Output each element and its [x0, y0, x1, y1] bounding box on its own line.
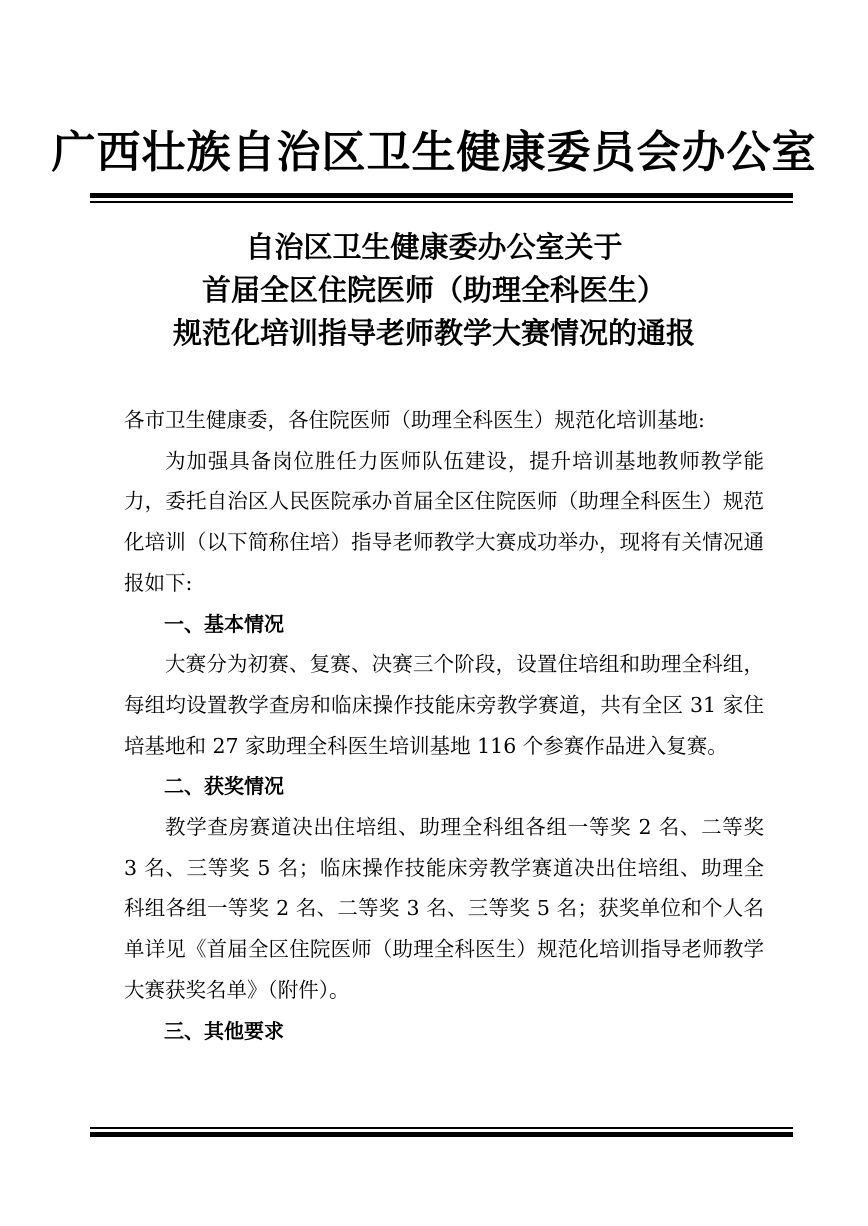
salutation: 各市卫生健康委，各住院医师（助理全科医生）规范化培训基地: [124, 408, 705, 432]
section-heading-basic-info: 一、基本情况 [164, 611, 284, 636]
footer-rule-thin [90, 1127, 793, 1129]
document-title-line-3: 规范化培训指导老师教学大赛情况的通报 [172, 316, 695, 350]
section-heading-other-requirements: 三、其他要求 [164, 1018, 284, 1043]
document-title-line-1: 自治区卫生健康委办公室关于 [245, 230, 623, 264]
section-paragraph-basic-info: 大赛分为初赛、复赛、决赛三个阶段，设置住培组和助理全科组，每组均设置教学查房和临床操作技能床旁教学赛道，共有全区 31 家住培基地和 27 家助理全科医生培训基地 116 个参赛作品进入复赛。 [124, 652, 764, 758]
intro-paragraph: 为加强具备岗位胜任力医师队伍建设，提升培训基地教师教学能力，委托自治区人民医院承办首届全区住院医师（助理全科医生）规范化培训（以下简称住培）指导老师教学大赛成功举办，现将有关情况通报如下: [124, 448, 764, 595]
header-rule-thick [90, 193, 793, 198]
section-heading-awards: 二、获奖情况 [164, 774, 284, 799]
document-title-line-2: 首届全区住院医师（助理全科医生） [201, 273, 666, 307]
issuing-office-title: 广西壮族自治区卫生健康委员会办公室 [51, 127, 817, 178]
header-rule-thin [90, 201, 793, 203]
section-paragraph-awards: 教学查房赛道决出住培组、助理全科组各组一等奖 2 名、二等奖 3 名、三等奖 5 名；临床操作技能床旁教学赛道决出住培组、助理全科组各组一等奖 2 名、二等奖 3 名、三等奖 5 名；获奖单位和个人名单详见《首届全区住院医师（助理全科医生）规范化培训指导老师教学大赛获奖名单》（附件）。 [124, 815, 764, 1002]
document-title [0, 226, 868, 355]
document-body [124, 400, 764, 1051]
footer-rule-thick [90, 1132, 793, 1137]
